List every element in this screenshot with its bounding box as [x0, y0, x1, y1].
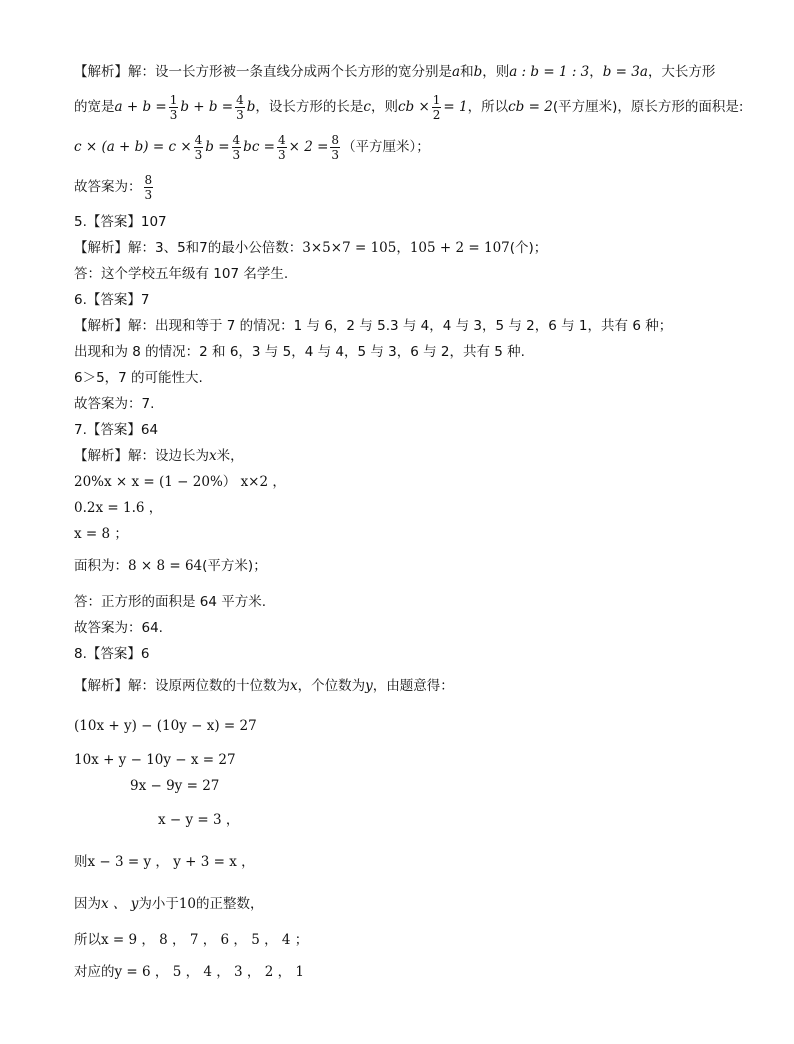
- text: ，个位数为: [297, 678, 366, 694]
- math: × 2 =: [288, 139, 329, 155]
- text: ，则: [482, 64, 510, 80]
- p7-eq-3: [74, 524, 128, 544]
- p6-line-1: [74, 316, 672, 336]
- numerator: 4: [194, 132, 203, 147]
- math: b =: [205, 139, 230, 155]
- p7-head: [74, 420, 158, 440]
- fraction: [235, 93, 245, 122]
- text: 5.【答案】107: [74, 214, 167, 230]
- text: 米，: [216, 448, 244, 464]
- numerator: 8: [144, 172, 153, 187]
- math: 20%x × x = (1 − 20%） x×2 ，: [74, 474, 286, 490]
- p7-eq-2: [74, 498, 162, 518]
- p8-head: [74, 644, 149, 664]
- math: y: [365, 678, 373, 694]
- math: a + b =: [114, 99, 167, 115]
- text: 因为: [74, 896, 101, 912]
- text: （平方厘米）；: [342, 139, 430, 155]
- p4-answer: [74, 172, 155, 202]
- text: 面积为：: [74, 558, 128, 574]
- denominator: 3: [194, 147, 203, 162]
- p8-line-7: [74, 894, 264, 914]
- denominator: 2: [432, 107, 441, 122]
- p6-line-4: [74, 394, 154, 414]
- text: ，设长方形的长是: [255, 99, 364, 115]
- text: 7.【答案】64: [74, 422, 159, 438]
- denominator: 3: [169, 107, 178, 122]
- p4-line-1: [74, 62, 715, 82]
- text: 【解析】解：3、5和7的最小公倍数：: [74, 240, 303, 256]
- math: (10x + y) − (10y − x) = 27: [74, 718, 257, 734]
- denominator: 3: [331, 147, 340, 162]
- fraction: [330, 133, 340, 162]
- text: 【解析】解：设边长为: [74, 448, 209, 464]
- fraction: [169, 93, 179, 122]
- text: 所以: [74, 932, 101, 948]
- text: 出现和为 8 的情况：2 和 6，3 与 5，4 与 4，5 与 3，6 与 2，共有 5 种.: [74, 344, 525, 360]
- fraction: [194, 133, 204, 162]
- p8-eq-4: [158, 810, 239, 830]
- numerator: 4: [236, 92, 244, 107]
- p6-head: [74, 290, 149, 310]
- text: 答：这个学校五年级有 107 名学生.: [74, 266, 289, 282]
- math: a: [452, 64, 461, 80]
- math: x 、 y: [101, 896, 139, 912]
- p8-eq-3: [130, 776, 219, 796]
- denominator: 3: [277, 147, 286, 162]
- fraction: [232, 133, 242, 162]
- math: 0.2x = 1.6 ，: [74, 500, 163, 516]
- text: 故答案为：7.: [74, 396, 155, 412]
- text: ，: [589, 64, 603, 80]
- p7-line-6: [74, 592, 266, 612]
- text: 6.【答案】7: [74, 292, 150, 308]
- numerator: 8: [331, 132, 340, 147]
- numerator: 1: [432, 92, 441, 107]
- math: 105 + 2 = 107: [409, 240, 510, 256]
- p8-line-6: [74, 852, 255, 872]
- p5-head: [74, 212, 167, 232]
- math: b = 3a: [602, 64, 648, 80]
- math: x = 8 ；: [74, 526, 128, 542]
- p6-line-2: [74, 342, 525, 362]
- text: 对应的: [74, 964, 115, 980]
- p7-eq-1: [74, 472, 286, 492]
- math: bc =: [243, 139, 275, 155]
- math: 10: [178, 896, 197, 912]
- math: x: [209, 448, 217, 464]
- math: x = 9 ， 8 ， 7 ， 6 ， 5 ， 4 ；: [101, 932, 309, 948]
- math: = 1: [443, 99, 468, 115]
- p8-line-1: [74, 676, 454, 696]
- math: x: [290, 678, 298, 694]
- text: 答：正方形的面积是 64 平方米.: [74, 594, 267, 610]
- text: 故答案为：64.: [74, 620, 163, 636]
- text: 6＞5，7 的可能性大.: [74, 370, 203, 386]
- text: 为小于: [138, 896, 179, 912]
- text: 则: [74, 854, 88, 870]
- text: 【解析】解：出现和等于 7 的情况：1 与 6，2 与 5.3 与 4，4 与 3，5 与 2，6 与 1，共有 6 种；: [74, 318, 673, 334]
- denominator: 3: [144, 187, 153, 202]
- text: ，大长方形: [647, 64, 716, 80]
- text: 和: [460, 64, 474, 80]
- math: x − 3 = y ， y + 3 = x ，: [87, 854, 255, 870]
- math: cb ×: [397, 99, 430, 115]
- math: 8 × 8 = 64: [128, 558, 203, 574]
- text: ，: [396, 240, 410, 256]
- numerator: 1: [169, 92, 178, 107]
- text: (平方厘米)，原长方形的面积是:: [552, 99, 744, 115]
- text: (个)；: [509, 240, 548, 256]
- fraction: [277, 133, 287, 162]
- math: c: [363, 99, 371, 115]
- text: ，所以: [467, 99, 509, 115]
- text: 【解析】解：设一长方形被一条直线分成两个长方形的宽分别是: [74, 64, 452, 80]
- math: b + b =: [180, 99, 234, 115]
- math: y = 6 ， 5 ， 4 ， 3 ， 2 ， 1: [114, 964, 304, 980]
- p8-eq-2: [74, 750, 236, 770]
- denominator: 3: [236, 107, 244, 122]
- p7-line-7: [74, 618, 163, 638]
- p8-line-8: [74, 930, 308, 950]
- numerator: 4: [277, 132, 286, 147]
- p4-line-2: [74, 92, 743, 122]
- fraction: [432, 93, 442, 122]
- text: (平方米)；: [202, 558, 267, 574]
- text: 【解析】解：设原两位数的十位数为: [74, 678, 290, 694]
- text: ，由题意得：: [372, 678, 454, 694]
- text: 故答案为：: [74, 179, 142, 195]
- text: 8.【答案】6: [74, 646, 150, 662]
- p8-eq-1: [74, 716, 257, 736]
- math: a : b = 1 : 3: [509, 64, 590, 80]
- math: c × (a + b) = c ×: [74, 139, 192, 155]
- text: 的宽是: [74, 99, 115, 115]
- numerator: 4: [232, 132, 241, 147]
- p7-line-1: [74, 446, 244, 466]
- text: 的正整数，: [196, 896, 264, 912]
- p7-line-5: [74, 556, 267, 576]
- p6-line-3: [74, 368, 203, 388]
- p5-line-1: [74, 238, 547, 258]
- math: 9x − 9y = 27: [130, 778, 220, 794]
- math: x − y = 3 ，: [158, 812, 240, 828]
- fraction: [144, 173, 154, 202]
- denominator: 3: [232, 147, 241, 162]
- p4-line-3: [74, 132, 430, 162]
- math: 10x + y − 10y − x = 27: [74, 752, 236, 768]
- p5-line-2: [74, 264, 288, 284]
- p8-line-9: [74, 962, 304, 982]
- math: b: [473, 64, 483, 80]
- math: cb = 2: [508, 99, 553, 115]
- math: b: [246, 99, 256, 115]
- math: 3×5×7 = 105: [302, 240, 397, 256]
- text: ，则: [370, 99, 398, 115]
